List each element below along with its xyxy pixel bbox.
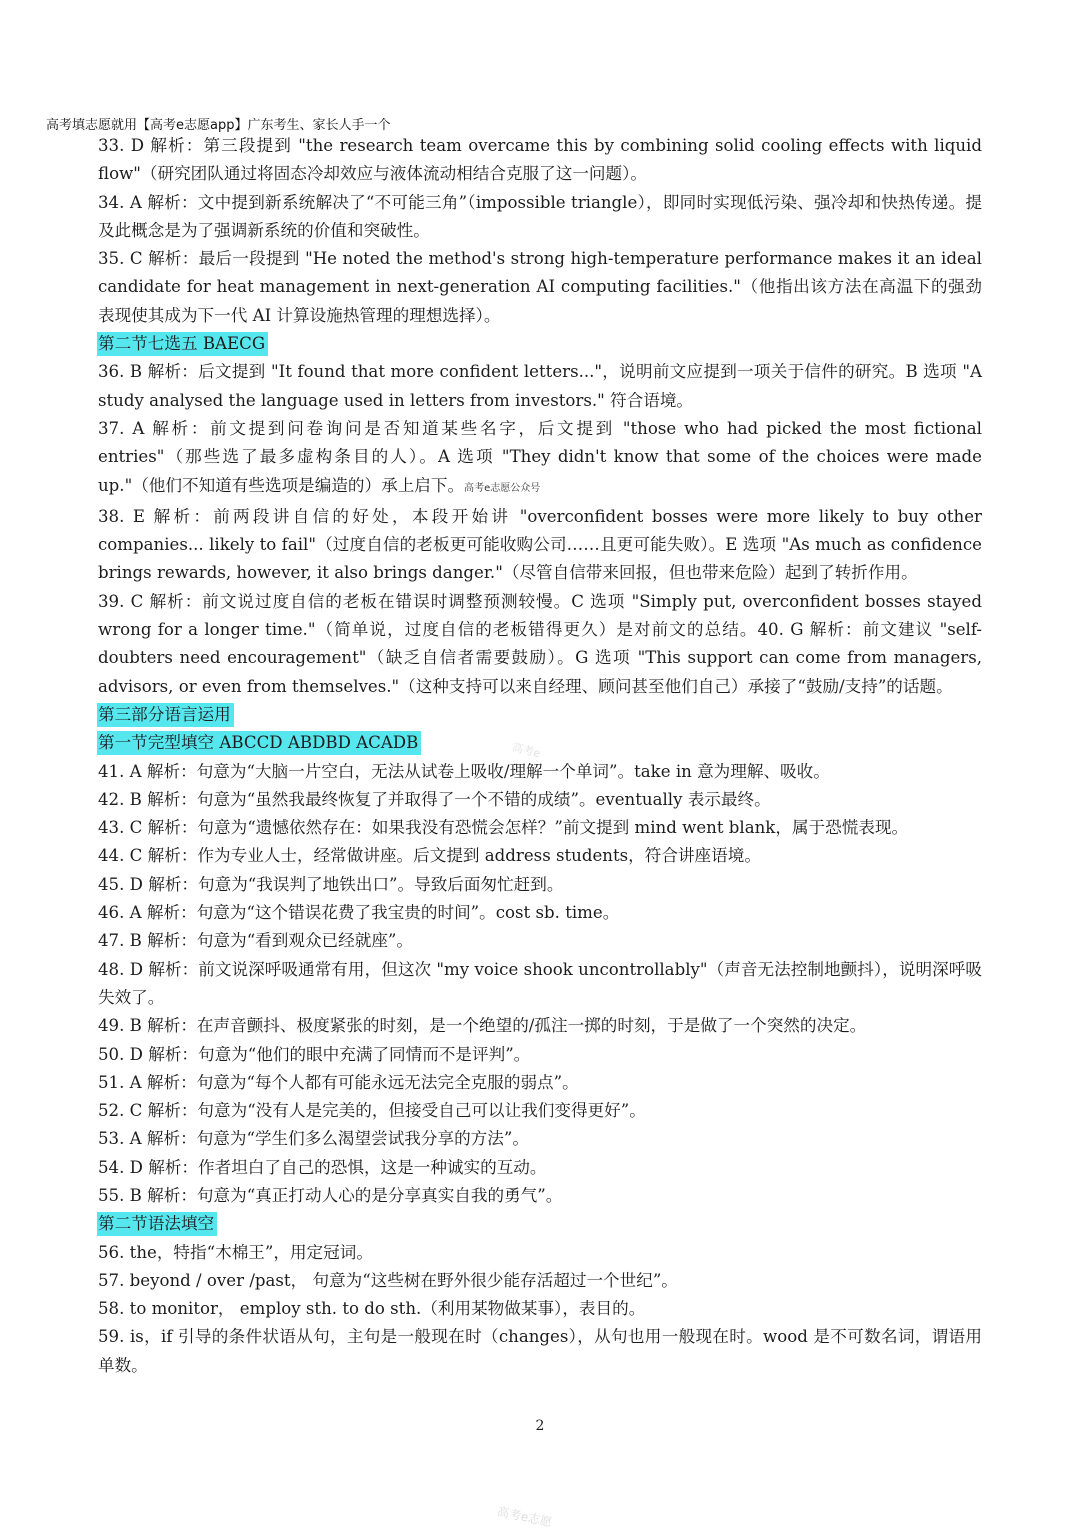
- inline-watermark: 高考e志愿公众号: [464, 482, 541, 494]
- answer-item-47: 47. B 解析：句意为“看到观众已经就座”。: [98, 931, 414, 951]
- answer-item-57: 57. beyond / over /past， 句意为“这些树在野外很少能存活超过一个世纪”。: [98, 1270, 678, 1290]
- answer-item-39-40: 39. C 解析：前文说过度自信的老板在错误时调整预测较慢。C 选项 "Simply put, overconfident bosses stayed wrong for a longer time."（简单说，过度自信的老板错得更久）是对前文的总结。40. G 解析：前文建议 "self-doubters need encouragement"（缺乏自信者需要鼓励）。G 选项 "This support can come from managers, advisors, or even from themselves."（这种支持可以来自经理、顾问甚至他们自己）承接了“鼓励/支持”的话题。: [98, 591, 982, 696]
- answer-item-52: 52. C 解析：句意为“没有人是完美的，但接受自己可以让我们变得更好”。: [98, 1101, 646, 1121]
- faint-watermark: 高考e: [510, 740, 542, 761]
- answer-item-35: 35. C 解析：最后一段提到 "He noted the method's strong high-temperature performance makes it an ideal candidate for heat management in next-generation AI computing facilities."（他指出该方法在高温下的强劲表现使其成为下一代 AI 计算设施热管理的理想选择）。: [98, 249, 982, 325]
- section-heading-part3: 第三部分语言运用: [97, 703, 234, 727]
- answer-item-48: 48. D 解析：前文说深呼吸通常有用，但这次 "my voice shook uncontrollably"（声音无法控制地颤抖），说明深呼吸失效了。: [98, 959, 982, 1007]
- answer-item-44: 44. C 解析：作为专业人士，经常做讲座。后文提到 address students，符合讲座语境。: [98, 846, 761, 866]
- answer-item-50: 50. D 解析：句意为“他们的眼中充满了同情而不是评判”。: [98, 1044, 531, 1064]
- answer-item-37: [98, 415, 982, 503]
- answer-item-37-text: 37. A 解析：前文提到问卷询问是否知道某些名字，后文提到 "those who had picked the most fictional entries"（那些选了最多虚构条目的人）。A 选项 "They didn't know that some of the choices were made up."（他们不知道有些选项是编造的）承上启下。: [98, 418, 982, 495]
- section-heading-cloze: 第一节完型填空 ABCCD ABDBD ACADB: [97, 731, 421, 755]
- answer-item-51: 51. A 解析：句意为“每个人都有可能永远无法完全克服的弱点”。: [98, 1072, 579, 1092]
- answer-item-49: 49. B 解析：在声音颤抖、极度紧张的时刻，是一个绝望的/孤注一掷的时刻，于是做了一个突然的决定。: [98, 1016, 867, 1036]
- answer-item-43: 43. C 解析：句意为“遗憾依然存在：如果我没有恐慌会怎样？”前文提到 mind went blank，属于恐慌表现。: [98, 818, 909, 838]
- answer-item-55: 55. B 解析：句意为“真正打动人心的是分享真实自我的勇气”。: [98, 1185, 563, 1205]
- top-banner: 高考填志愿就用【高考e志愿app】广东考生、家长人手一个: [46, 118, 391, 133]
- page-number: 2: [535, 1418, 545, 1434]
- answer-item-42: 42. B 解析：句意为“虽然我最终恢复了并取得了一个不错的成绩”。eventually 表示最终。: [98, 789, 771, 809]
- answer-item-34: 34. A 解析：文中提到新系统解决了“不可能三角”（impossible triangle），即同时实现低污染、强冷却和快热传递。提及此概念是为了强调新系统的价值和突破性。: [98, 192, 982, 240]
- corner-watermark: 高考e志愿: [495, 1504, 553, 1530]
- answer-item-59: 59. is，if 引导的条件状语从句，主句是一般现在时（changes），从句也用一般现在时。wood 是不可数名词，谓语用单数。: [98, 1327, 982, 1375]
- answer-item-36: 36. B 解析：后文提到 "It found that more confident letters..."，说明前文应提到一项关于信件的研究。B 选项 "A study analysed the language used in letters from investors." 符合语境。: [98, 362, 982, 410]
- answer-item-46: 46. A 解析：句意为“这个错误花费了我宝贵的时间”。cost sb. time。: [98, 903, 620, 923]
- answer-item-56: 56. the，特指“木棉王”，用定冠词。: [98, 1242, 373, 1262]
- answer-content: [98, 132, 982, 1380]
- answer-item-33: 33. D 解析：第三段提到 "the research team overcame this by combining solid cooling effects with liquid flow"（研究团队通过将固态冷却效应与液体流动相结合克服了这一问题）。: [98, 136, 982, 184]
- section-heading-seven-choose-five: 第二节七选五 BAECG: [97, 332, 268, 356]
- answer-item-38: 38. E 解析：前两段讲自信的好处，本段开始讲 "overconfident bosses were more likely to buy other companies... likely to fail"（过度自信的老板更可能收购公司……且更可能失败）。E 选项 "As much as confidence brings rewards, however, it also brings danger."（尽管自信带来回报，但也带来危险）起到了转折作用。: [98, 506, 982, 583]
- answer-item-53: 53. A 解析：句意为“学生们多么渴望尝试我分享的方法”。: [98, 1129, 529, 1149]
- answer-item-58: 58. to monitor， employ sth. to do sth.（利用某物做某事），表目的。: [98, 1299, 646, 1319]
- answer-item-41: 41. A 解析：句意为“大脑一片空白，无法从试卷上吸收/理解一个单词”。take in 意为理解、吸收。: [98, 761, 830, 781]
- answer-item-45: 45. D 解析：句意为“我误判了地铁出口”。导致后面匆忙赶到。: [98, 874, 564, 894]
- section-heading-grammar: 第二节语法填空: [97, 1212, 217, 1236]
- answer-item-54: 54. D 解析：作者坦白了自己的恐惧，这是一种诚实的互动。: [98, 1157, 547, 1177]
